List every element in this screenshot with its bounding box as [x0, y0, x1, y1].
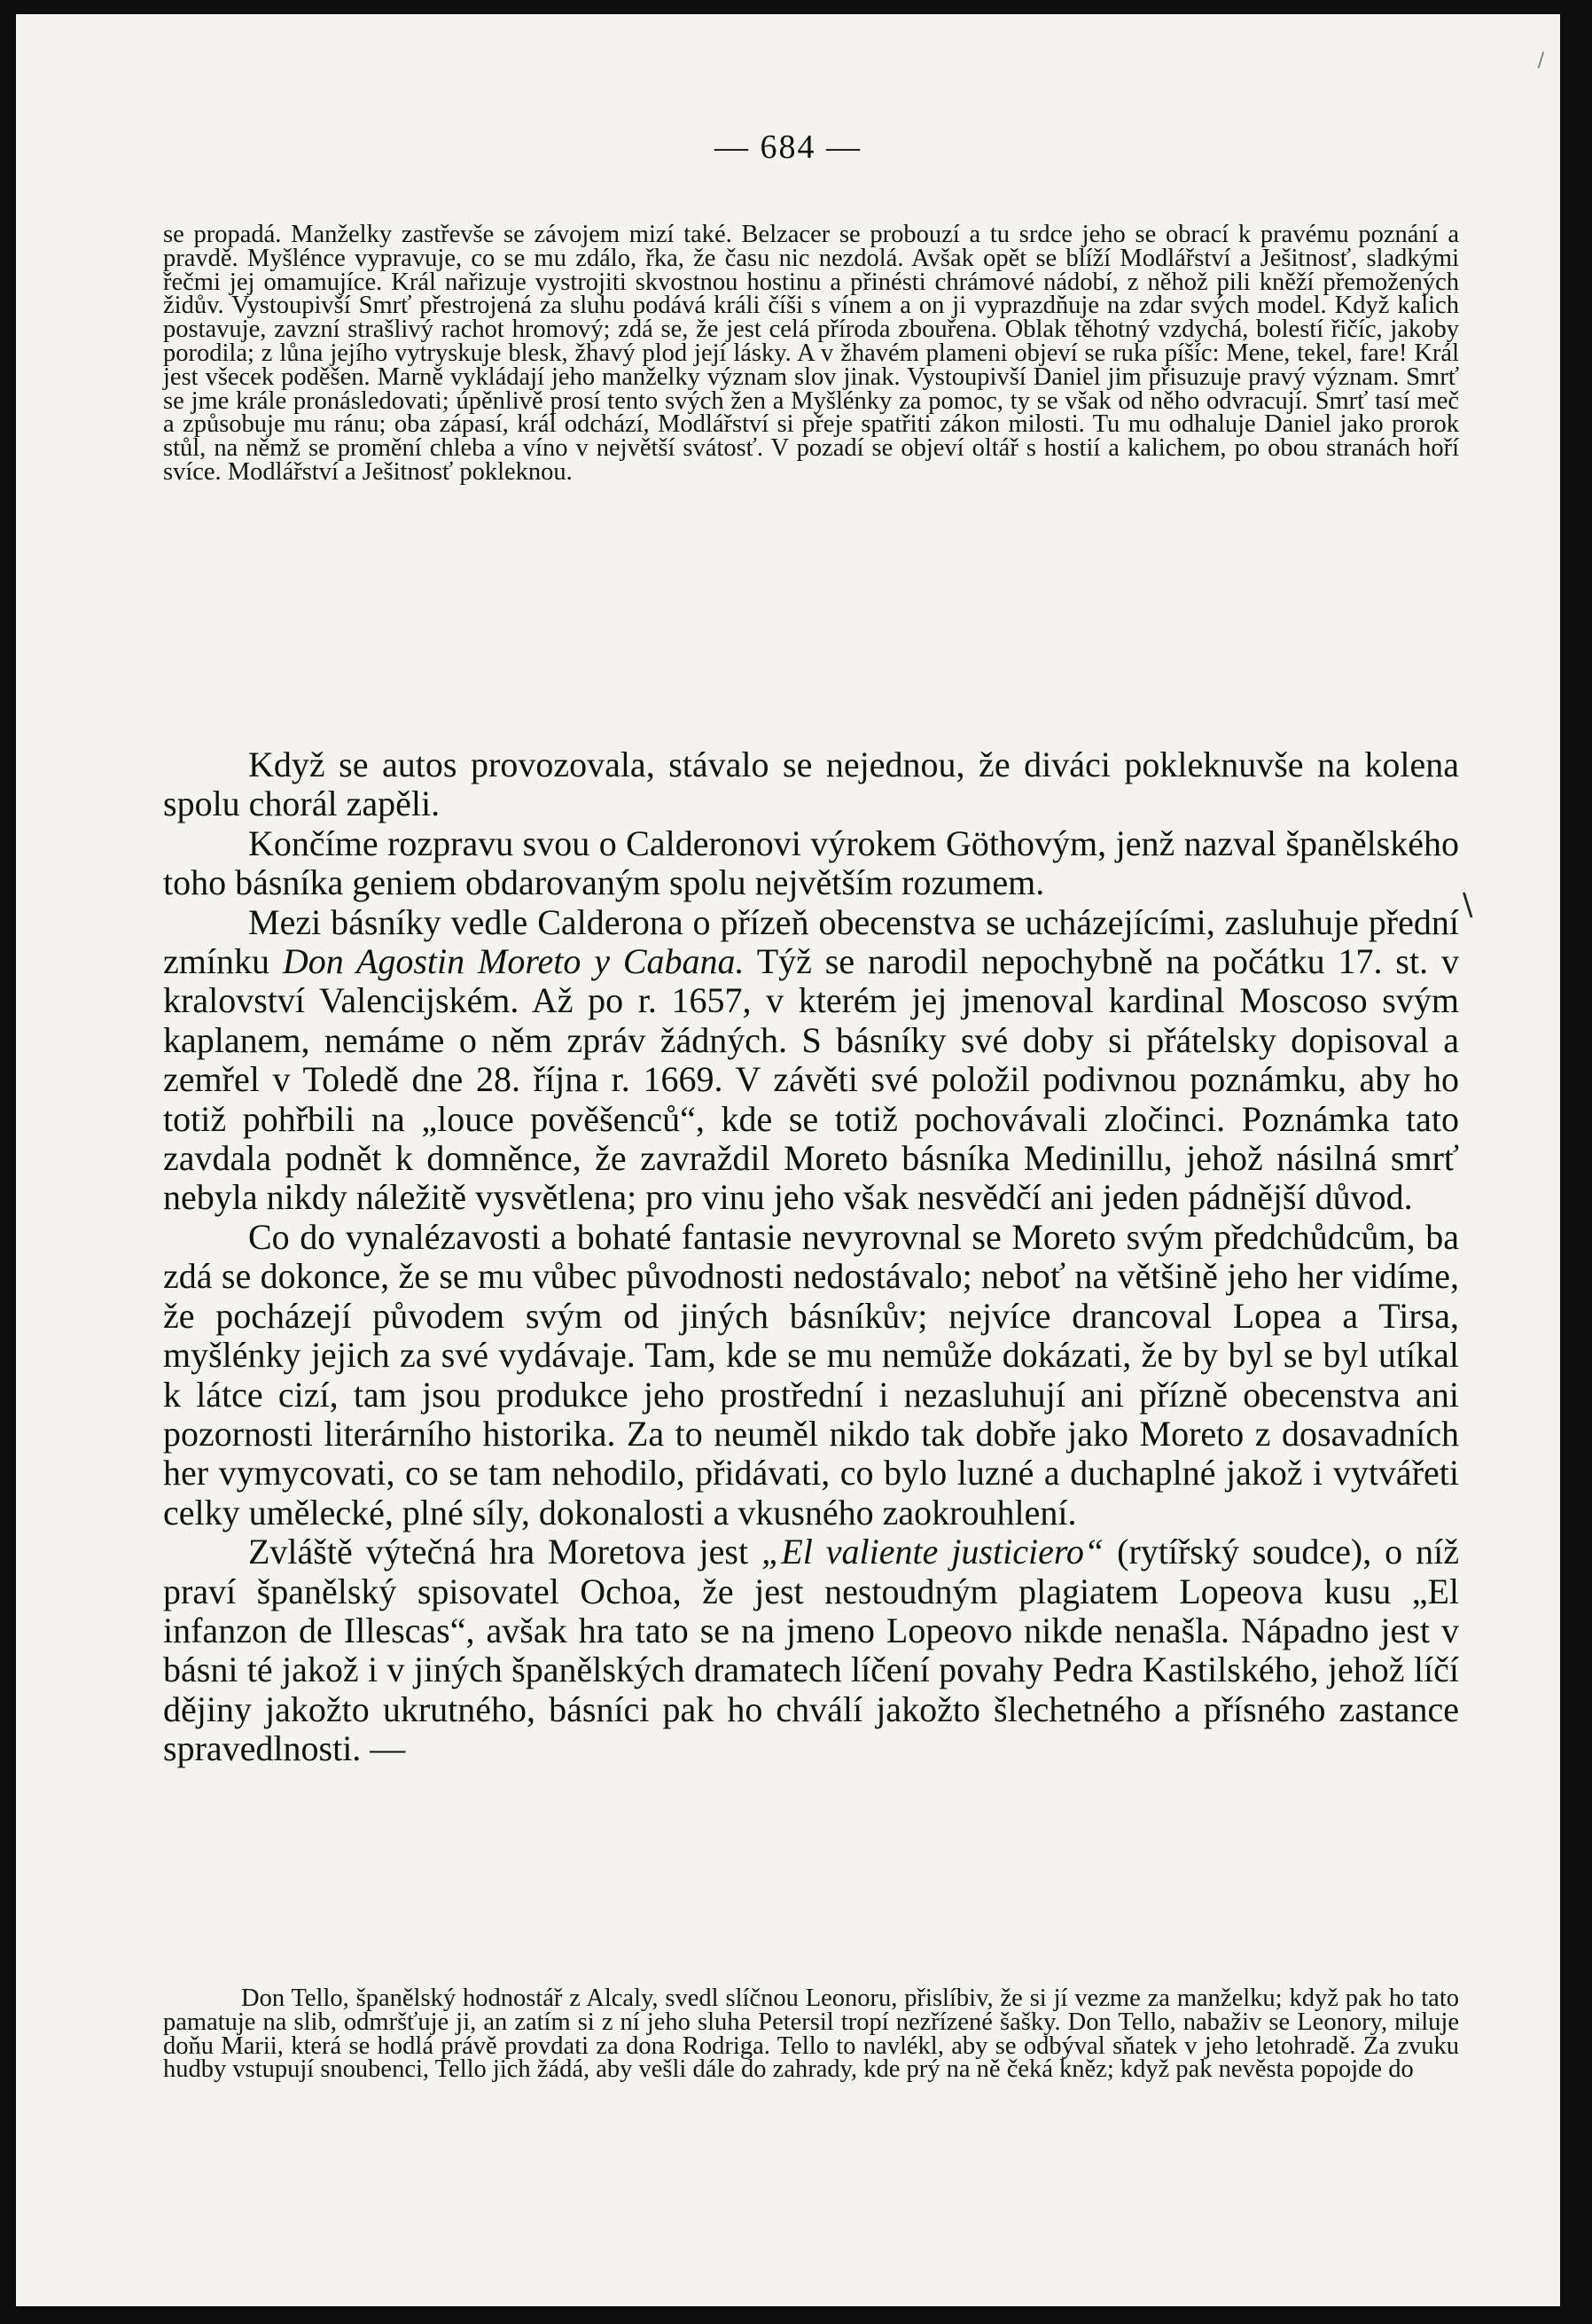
footnote-paragraph: Don Tello, španělský hodnostář z Alcaly, svedl slíčnou Leonoru, přislíbiv, že si jí vezme za manželku; když pak ho tato pamatuje na slib, odmršťuje ji, an zatím si z ní jeho sluha Petersil tropí nezřízené šašky. Don Tello, nabaživ se Leonory, miluje doňu Marii, která se hodlá právě provdati za dona Rodriga. Tello to navlékl, aby se odbýval sňatek v jeho letohradě. Za zvuku hudby vstupují snoubenci, Tello jich žádá, aby vešli dále do zahrady, kde prý na ně čeká kněz; když pak nevěsta popojde do	[163, 1985, 1459, 2084]
paragraph-autos: Když se autos provozovala, stávalo se nejednou, že diváci pokleknuvše na kolena spolu chorál zapěli.	[163, 745, 1459, 824]
paragraph-text: (rytířský soudce), o níž praví španělský spisovatel Ochoa, že jest nestoudným plagiatem Lopeova kusu „El infanzon de Illescas“, avšak hra tato se na jmeno Lopeovo nikde nenašla. Nápadno jest v básni té jakož i v jiných španělských dramatech líčení povahy Pedra Kastilského, jehož líčí dějiny jakožto ukrutného, básníci pak ho chválí jakožto šlechetného a přísného zastance spravedlnosti. —	[163, 1532, 1459, 1769]
play-summary	[163, 223, 1459, 485]
paragraph-text: Týž se narodil nepochybně na počátku 17. st. v kralovství Valencijském. Až po r. 1657, v kterém jej jmenoval kardinal Moscoso svým kaplanem, nemáme o něm zpráv žádných. S básníky své doby si přátelsky dopisoval a zemřel v Toledě dne 28. října r. 1669. V závěti své položil podivnou poznámku, aby ho totiž pohřbili na „louce pověšenců“, kde se totiž pochovávali zločinci. Poznámka tato zavdala podnět k domněnce, že zavraždil Moreto básníka Medinillu, jehož násilná smrť nebyla nikdy náležitě vysvětlena; pro vinu jeho však nesvědčí ani jeden pádnější důvod.	[163, 941, 1459, 1218]
summary-paragraph: se propadá. Manželky zastřevše se závojem mizí také. Belzacer se probouzí a tu srdce jeho se obrací k pravému poznání a pravdě. Myšlénce vypravuje, co se mu zdálo, řka, že času nic nezdolá. Avšak opět se blíží Modlářství a Ješitnosť, sladkými řečmi jej omamujíce. Král nařizuje vystrojiti skvostnou hostinu a přinésti chrámové nádobí, z něhož pili kněží přemožených židův. Vystoupivší Smrť přestrojená za sluhu podává králi číši s vínem a on ji vyprazdňuje na zdar svých model. Když kalich postavuje, zavzní strašlivý rachot hromový; zdá se, že jest celá příroda zbouřena. Oblak těhotný vzdychá, bolestí řičíc, jakoby porodila; z lůna jejího vytryskuje blesk, žhavý plod její lásky. A v žhavém plameni objeví se ruka píšíc: Mene, tekel, fare! Král jest všecek poděšen. Marně vykládají jeho manželky význam slov jinak. Vystoupivší Daniel jim přisuzuje pravý význam. Smrť se jme krále pronásledovati; úpěnlivě prosí tento svých žen a Myšlénky za pomoc, ty se však od něho odvracují. Smrť tasí meč a způsobuje mu ránu; oba zápasí, král odchází, Modlářství si přeje spatřiti zákon milosti. Tu mu odhaluje Daniel jako prorok stůl, na němž se promění chleba a víno v největší svátosť. V pozadí se objeví oltář s hostií a kalichem, po obou stranách hoří svíce. Modlářství a Ješitnosť pokleknou.	[163, 221, 1459, 486]
paragraph-text: Mezi básníky vedle Calderona o přízeň obecenstva se ucházejícími, zasluhuje přední zmínku	[163, 901, 1459, 982]
paragraph-text: Zvláště výtečná hra Moretova jest	[248, 1532, 762, 1572]
paragraph-moreto-biography	[163, 903, 1459, 1218]
page-number: — 684 —	[714, 129, 862, 166]
plot-summary-footnote	[163, 1987, 1459, 2082]
author-name: Don Agostin Moreto y Cabana.	[282, 941, 745, 982]
play-title: „El valiente justiciero“	[761, 1532, 1104, 1572]
paragraph-moreto-originality: Co do vynalézavosti a bohaté fantasie nevyrovnal se Moreto svým předchůdcům, ba zdá se dokonce, že se mu vůbec původnosti nedostávalo; neboť na většině jeho her vidíme, že pocházejí původem svým od jiných básníkův; nejvíce drancoval Lopea a Tirsa, myšlénky jejich za své vydávaje. Tam, kde se mu nemůže dokázati, že by byl se byl utíkal k látce cizí, tam jsou produkce jeho prostřední i nezasluhují ani přízně obecenstva ani pozornosti literárního historika. Za to neuměl nikdo tak dobře jako Moreto z dosavadních her vymycovati, co se tam nehodilo, přidávati, co bylo luzné a duchaplné jakož i vytvářeti celky umělecké, plné síly, dokonalosti a vkusného zaokrouhlení.	[163, 1216, 1459, 1532]
page-edge-mark: /	[1537, 50, 1544, 72]
book-page	[16, 14, 1560, 2306]
margin-mark: \	[1463, 887, 1473, 923]
main-text	[163, 745, 1459, 1769]
paragraph-calderon-conclusion: Končíme rozpravu svou o Calderonovi výrokem Göthovým, jenž nazval španělského toho básníka geniem obdarovaným spolu největším rozumem.	[163, 823, 1459, 903]
paragraph-valiente-justiciero	[163, 1532, 1459, 1768]
